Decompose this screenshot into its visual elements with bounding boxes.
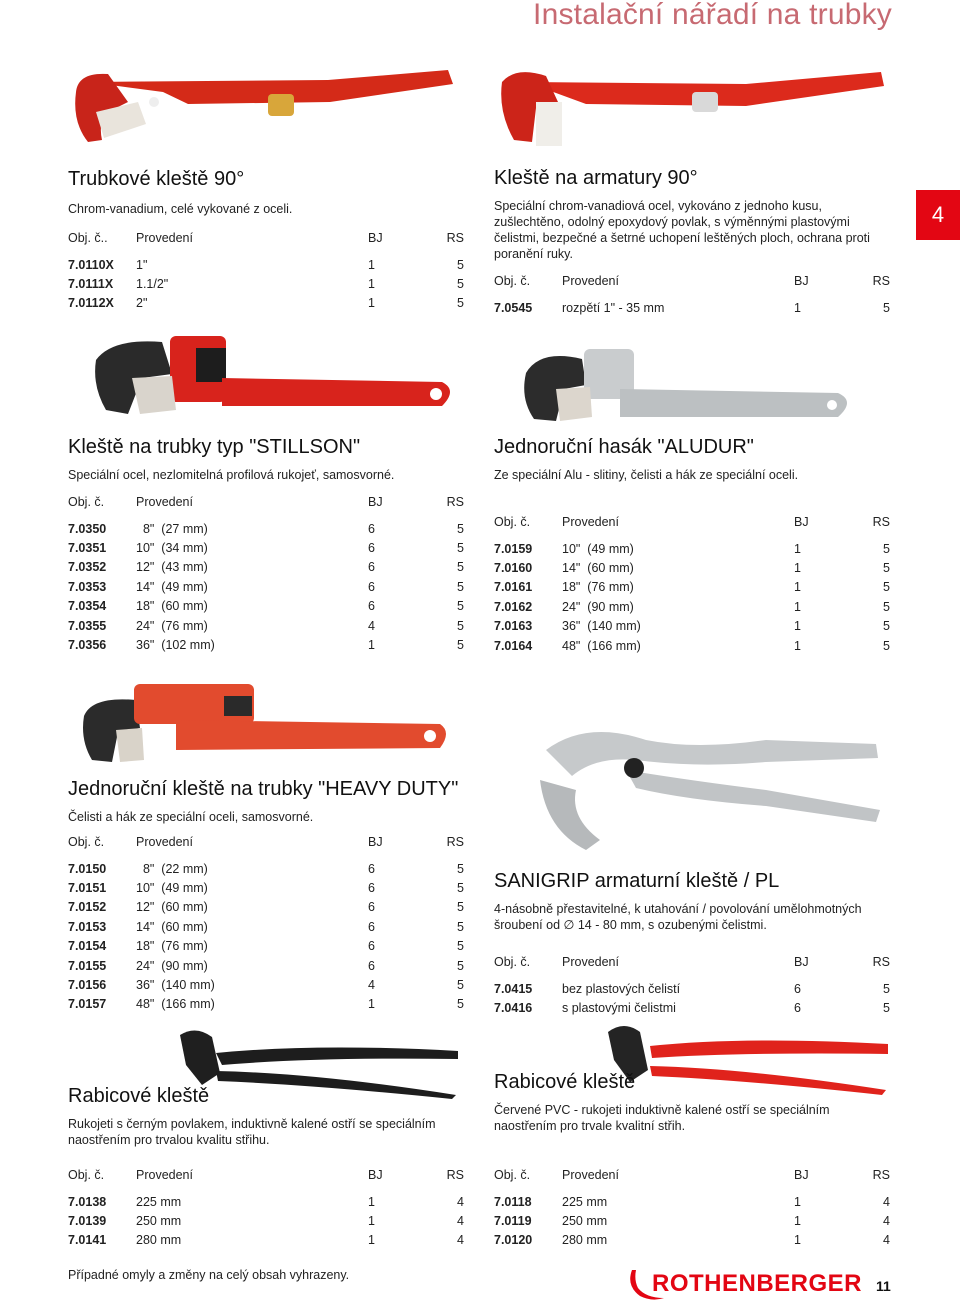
bj-value: 1 [368, 1214, 375, 1229]
column-header: Obj. č. [68, 495, 105, 509]
column-header: RS [446, 231, 464, 245]
bj-value: 6 [794, 981, 801, 996]
table-row [68, 975, 464, 994]
bj-value: 1 [794, 1214, 801, 1229]
bj-value: 1 [368, 997, 375, 1012]
order-number: 7.0160 [494, 561, 533, 576]
order-number: 7.0163 [494, 619, 533, 634]
variant: 24" (90 mm) [136, 958, 208, 973]
order-number: 7.0120 [494, 1233, 533, 1248]
table-header-row [68, 1168, 464, 1192]
variant: 18" (76 mm) [562, 580, 634, 595]
rs-value: 5 [883, 300, 890, 315]
table-row [68, 937, 464, 956]
column-header: Provedení [562, 274, 619, 288]
column-header: Obj. č. [494, 515, 531, 529]
bj-value: 6 [368, 521, 375, 536]
table-row [68, 597, 464, 616]
bj-value: 6 [368, 560, 375, 575]
variant: 280 mm [562, 1233, 608, 1248]
bj-value: 6 [794, 1001, 801, 1016]
aludur-wrench-image [520, 345, 856, 425]
rs-value: 5 [457, 638, 464, 653]
table-row [68, 274, 464, 293]
bj-value: 6 [368, 541, 375, 556]
table-row [494, 1231, 890, 1250]
order-number: 7.0354 [68, 599, 107, 614]
order-number: 7.0118 [494, 1194, 532, 1209]
rs-value: 4 [883, 1214, 890, 1229]
table-header-row [494, 955, 890, 979]
variant: 36" (102 mm) [136, 638, 215, 653]
column-header: BJ [794, 515, 809, 529]
heavy-duty-wrench-image [80, 680, 452, 765]
rs-value: 5 [883, 619, 890, 634]
rs-value: 5 [457, 997, 464, 1012]
table-row [68, 878, 464, 897]
section-title: Kleště na armatury 90° [494, 167, 698, 189]
order-number: 7.0139 [68, 1214, 107, 1229]
bj-value: 6 [368, 958, 375, 973]
bj-value: 6 [368, 579, 375, 594]
column-header: Provedení [136, 835, 193, 849]
bj-value: 6 [368, 599, 375, 614]
section-title: SANIGRIP armaturní kleště / PL [494, 870, 780, 892]
section-title: Rabicové kleště [68, 1085, 210, 1107]
column-header: RS [446, 835, 464, 849]
table-header-row [494, 1168, 890, 1192]
bj-value: 6 [368, 861, 375, 876]
variant: 225 mm [562, 1194, 608, 1209]
table-row [68, 898, 464, 917]
column-header: Obj. č. [68, 835, 105, 849]
bj-value: 1 [794, 1233, 801, 1248]
variant: 48" (166 mm) [136, 997, 215, 1012]
product-section-rabic-red [494, 1071, 894, 1250]
bj-value: 1 [794, 541, 801, 556]
order-number: 7.0141 [68, 1233, 107, 1248]
bj-value: 6 [368, 881, 375, 896]
table-row [68, 1231, 464, 1250]
product-table [494, 515, 890, 655]
rs-value: 5 [457, 618, 464, 633]
section-title: Jednoruční hasák "ALUDUR" [494, 436, 754, 458]
product-section-pipe-wrench-90 [68, 168, 468, 313]
column-header: BJ [368, 1168, 383, 1182]
bj-value: 4 [368, 978, 375, 993]
variant: 8" (27 mm) [136, 521, 208, 536]
variant: 250 mm [562, 1214, 608, 1229]
column-header: BJ [794, 955, 809, 969]
column-header: BJ [794, 1168, 809, 1182]
column-header: Provedení [136, 231, 193, 245]
table-row [68, 294, 464, 313]
table-row [494, 597, 890, 616]
rs-value: 5 [883, 638, 890, 653]
section-description: Červené PVC - rukojeti induktivně kalené ostří se speciálním naostřením pro trvale kvalitní střih. [494, 1103, 830, 1133]
variant: 10" (34 mm) [136, 541, 208, 556]
bj-value: 1 [794, 580, 801, 595]
rs-value: 4 [457, 1214, 464, 1229]
order-number: 7.0138 [68, 1194, 107, 1209]
order-number: 7.0162 [494, 599, 533, 614]
order-number: 7.0110X [68, 257, 114, 272]
section-title: Kleště na trubky typ "STILLSON" [68, 436, 361, 458]
bj-value: 1 [368, 257, 375, 272]
product-section-aludur [494, 436, 894, 655]
sanigrip-pliers-image [526, 710, 890, 860]
column-header: RS [872, 955, 890, 969]
order-number: 7.0154 [68, 939, 107, 954]
variant: 12" (60 mm) [136, 900, 208, 915]
variant: 12" (43 mm) [136, 560, 208, 575]
bj-value: 1 [368, 1194, 375, 1209]
chapter-tab: 4 [916, 190, 960, 240]
column-header: BJ [368, 231, 383, 245]
rs-value: 5 [883, 1001, 890, 1016]
rs-value: 5 [883, 561, 890, 576]
bj-value: 6 [368, 939, 375, 954]
rs-value: 4 [457, 1194, 464, 1209]
column-header: Obj. č. [494, 1168, 531, 1182]
variant: 1" [136, 257, 148, 272]
column-header: BJ [794, 274, 809, 288]
pipe-wrench-90-image [68, 62, 458, 157]
column-header: RS [446, 495, 464, 509]
order-number: 7.0355 [68, 618, 107, 633]
rs-value: 5 [457, 296, 464, 311]
variant: s plastovými čelistmi [562, 1001, 676, 1016]
order-number: 7.0161 [494, 580, 533, 595]
order-number: 7.0155 [68, 958, 107, 973]
bj-value: 1 [794, 638, 801, 653]
table-row [494, 558, 890, 577]
section-description: Ze speciální Alu - slitiny, čelisti a hák ze speciální oceli. [494, 468, 799, 482]
rs-value: 5 [457, 939, 464, 954]
variant: 1.1/2" [136, 277, 169, 292]
order-number: 7.0356 [68, 638, 107, 653]
column-header: Provedení [136, 1168, 193, 1182]
product-section-fitting-wrench-90 [494, 167, 894, 317]
variant: 24" (76 mm) [136, 618, 208, 633]
section-description: 4-násobně přestavitelné, k utahování / povolování umělohmotných šroubení od ∅ 14 - 80 mm, s ozubenými čelistmi. [494, 902, 862, 932]
table-header-row [68, 835, 464, 859]
product-section-rabic-black [68, 1085, 468, 1250]
rs-value: 5 [457, 881, 464, 896]
variant: 280 mm [136, 1233, 182, 1248]
variant: 10" (49 mm) [136, 881, 208, 896]
product-section-heavy-duty [68, 778, 468, 1014]
rs-value: 4 [883, 1233, 890, 1248]
variant: 14" (60 mm) [136, 919, 208, 934]
variant: 14" (49 mm) [136, 579, 208, 594]
order-number: 7.0353 [68, 579, 107, 594]
bj-value: 6 [368, 900, 375, 915]
column-header: RS [872, 1168, 890, 1182]
section-description: Rukojeti s černým povlakem, induktivně kalené ostří se speciálním naostřením pro trvalou kvalitu střihu. [68, 1117, 436, 1147]
variant: 24" (90 mm) [562, 599, 634, 614]
order-number: 7.0156 [68, 978, 107, 993]
rs-value: 5 [883, 981, 890, 996]
column-header: RS [872, 515, 890, 529]
column-header: Provedení [136, 495, 193, 509]
section-title: Trubkové kleště 90° [68, 168, 245, 190]
variant: 2" [136, 296, 148, 311]
fitting-wrench-90-image [496, 62, 888, 152]
order-number: 7.0164 [494, 638, 533, 653]
order-number: 7.0152 [68, 900, 107, 915]
brand-logo: ROTHENBERGER [652, 1270, 863, 1297]
bj-value: 6 [368, 919, 375, 934]
product-table [68, 231, 464, 313]
bj-value: 1 [794, 300, 801, 315]
variant: 36" (140 mm) [136, 978, 215, 993]
table-row [494, 617, 890, 636]
rs-value: 5 [457, 277, 464, 292]
column-header: Provedení [562, 1168, 619, 1182]
stillson-wrench-image [92, 330, 458, 420]
rs-value: 5 [457, 958, 464, 973]
table-row [68, 616, 464, 635]
rs-value: 5 [457, 579, 464, 594]
product-section-stillson [68, 436, 468, 655]
rs-value: 5 [457, 560, 464, 575]
table-row [68, 995, 464, 1014]
order-number: 7.0352 [68, 560, 107, 575]
bj-value: 1 [368, 277, 375, 292]
product-table [68, 1168, 464, 1250]
footer-disclaimer: Případné omyly a změny na celý obsah vyhrazeny. [68, 1268, 350, 1282]
table-row [68, 859, 464, 878]
table-header-row [494, 515, 890, 539]
product-section-sanigrip [494, 870, 894, 1018]
rs-value: 5 [457, 978, 464, 993]
table-row [494, 1192, 890, 1211]
section-description: Speciální chrom-vanadiová ocel, vykováno z jednoho kusu, zušlechtěno, odolný epoxydový povlak, s výměnnými plastovými čelistmi, bezpečné a šetrné uchopení leštěných ploch, ochrana proti poranění ruky. [494, 199, 870, 261]
column-header: Obj. č. [494, 955, 531, 969]
order-number: 7.0157 [68, 997, 107, 1012]
table-row [494, 1211, 890, 1230]
product-table [494, 1168, 890, 1250]
rs-value: 5 [457, 599, 464, 614]
bj-value: 1 [794, 619, 801, 634]
order-number: 7.0151 [68, 881, 107, 896]
rs-value: 5 [457, 919, 464, 934]
column-header: Obj. č. [68, 1168, 105, 1182]
order-number: 7.0159 [494, 541, 533, 556]
variant: 8" (22 mm) [136, 861, 208, 876]
table-row [68, 1211, 464, 1230]
page-number: 11 [876, 1278, 891, 1294]
column-header: Obj. č.. [68, 231, 108, 245]
variant: rozpětí 1" - 35 mm [562, 300, 665, 315]
order-number: 7.0415 [494, 981, 533, 996]
bj-value: 1 [368, 638, 375, 653]
table-row [68, 635, 464, 654]
page-title: Instalační nářadí na trubky [533, 0, 892, 31]
section-description: Čelisti a hák ze speciální oceli, samosvorné. [68, 810, 314, 824]
table-header-row [494, 274, 890, 298]
variant: 225 mm [136, 1194, 182, 1209]
table-row [494, 998, 890, 1017]
table-row [68, 917, 464, 936]
rs-value: 5 [883, 580, 890, 595]
rs-value: 5 [457, 900, 464, 915]
bj-value: 1 [794, 1194, 801, 1209]
table-row [68, 519, 464, 538]
column-header: BJ [368, 495, 383, 509]
variant: 10" (49 mm) [562, 541, 634, 556]
column-header: RS [872, 274, 890, 288]
column-header: Provedení [562, 515, 619, 529]
table-row [68, 577, 464, 596]
section-title: Rabicové kleště [494, 1071, 636, 1093]
rs-value: 5 [883, 599, 890, 614]
rs-value: 4 [457, 1233, 464, 1248]
order-number: 7.0351 [68, 541, 107, 556]
variant: bez plastových čelistí [562, 981, 681, 996]
product-table [68, 835, 464, 1014]
bj-value: 1 [794, 561, 801, 576]
variant: 36" (140 mm) [562, 619, 641, 634]
order-number: 7.0545 [494, 300, 533, 315]
table-header-row [68, 495, 464, 519]
table-row [494, 578, 890, 597]
order-number: 7.0112X [68, 296, 114, 311]
rs-value: 5 [457, 257, 464, 272]
section-description: Chrom-vanadium, celé vykované z oceli. [68, 202, 293, 216]
table-header-row [68, 231, 464, 255]
rs-value: 4 [883, 1194, 890, 1209]
variant: 250 mm [136, 1214, 182, 1229]
variant: 18" (60 mm) [136, 599, 208, 614]
order-number: 7.0111X [68, 277, 114, 292]
table-row [494, 298, 890, 317]
bj-value: 4 [368, 618, 375, 633]
table-row [68, 255, 464, 274]
table-row [494, 539, 890, 558]
section-description: Speciální ocel, nezlomitelná profilová rukojeť, samosvorné. [68, 468, 395, 482]
product-table [68, 495, 464, 655]
table-row [68, 956, 464, 975]
bj-value: 1 [368, 1233, 375, 1248]
table-row [68, 1192, 464, 1211]
table-row [68, 558, 464, 577]
column-header: Obj. č. [494, 274, 531, 288]
order-number: 7.0119 [494, 1214, 532, 1229]
rs-value: 5 [457, 521, 464, 536]
table-row [494, 979, 890, 998]
order-number: 7.0150 [68, 861, 107, 876]
order-number: 7.0153 [68, 919, 107, 934]
table-row [68, 538, 464, 557]
variant: 18" (76 mm) [136, 939, 208, 954]
product-table [494, 274, 890, 317]
column-header: BJ [368, 835, 383, 849]
bj-value: 1 [794, 599, 801, 614]
variant: 14" (60 mm) [562, 561, 634, 576]
rs-value: 5 [883, 541, 890, 556]
order-number: 7.0416 [494, 1001, 533, 1016]
variant: 48" (166 mm) [562, 638, 641, 653]
section-title: Jednoruční kleště na trubky "HEAVY DUTY" [68, 778, 459, 800]
column-header: Provedení [562, 955, 619, 969]
order-number: 7.0350 [68, 521, 107, 536]
table-row [494, 636, 890, 655]
rs-value: 5 [457, 541, 464, 556]
bj-value: 1 [368, 296, 375, 311]
column-header: RS [446, 1168, 464, 1182]
rs-value: 5 [457, 861, 464, 876]
product-table [494, 955, 890, 1018]
